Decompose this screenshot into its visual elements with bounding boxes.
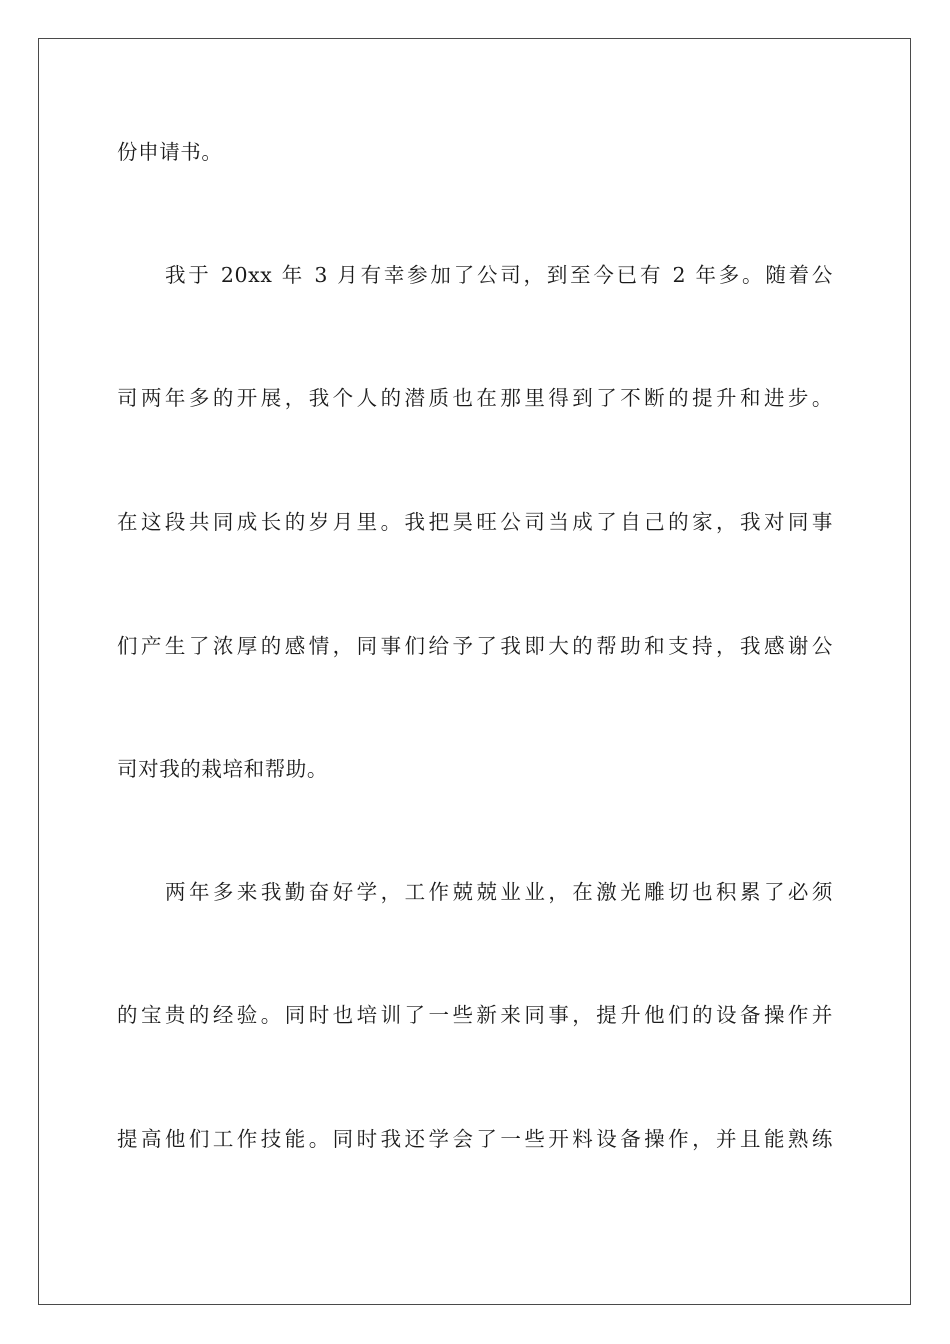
text-line-6: 司对我的栽培和帮助。 [117,757,328,781]
text-line-7: 两年多来我勤奋好学，工作兢兢业业，在激光雕切也积累了必须 [165,880,833,904]
text-line-2: 我于 20xx 年 3 月有幸参加了公司，到至今已有 2 年多。随着公 [165,263,833,287]
text-line-5: 们产生了浓厚的感情，同事们给予了我即大的帮助和支持，我感谢公 [117,634,833,658]
text-line-4: 在这段共同成长的岁月里。我把昊旺公司当成了自己的家，我对同事 [117,510,833,534]
page-frame [38,38,911,1305]
text-line-8: 的宝贵的经验。同时也培训了一些新来同事，提升他们的设备操作并 [117,1003,833,1027]
text-line-3: 司两年多的开展，我个人的潜质也在那里得到了不断的提升和进步。 [117,386,833,410]
text-line-9: 提高他们工作技能。同时我还学会了一些开料设备操作，并且能熟练 [117,1127,833,1151]
text-line-1: 份申请书。 [117,140,223,164]
